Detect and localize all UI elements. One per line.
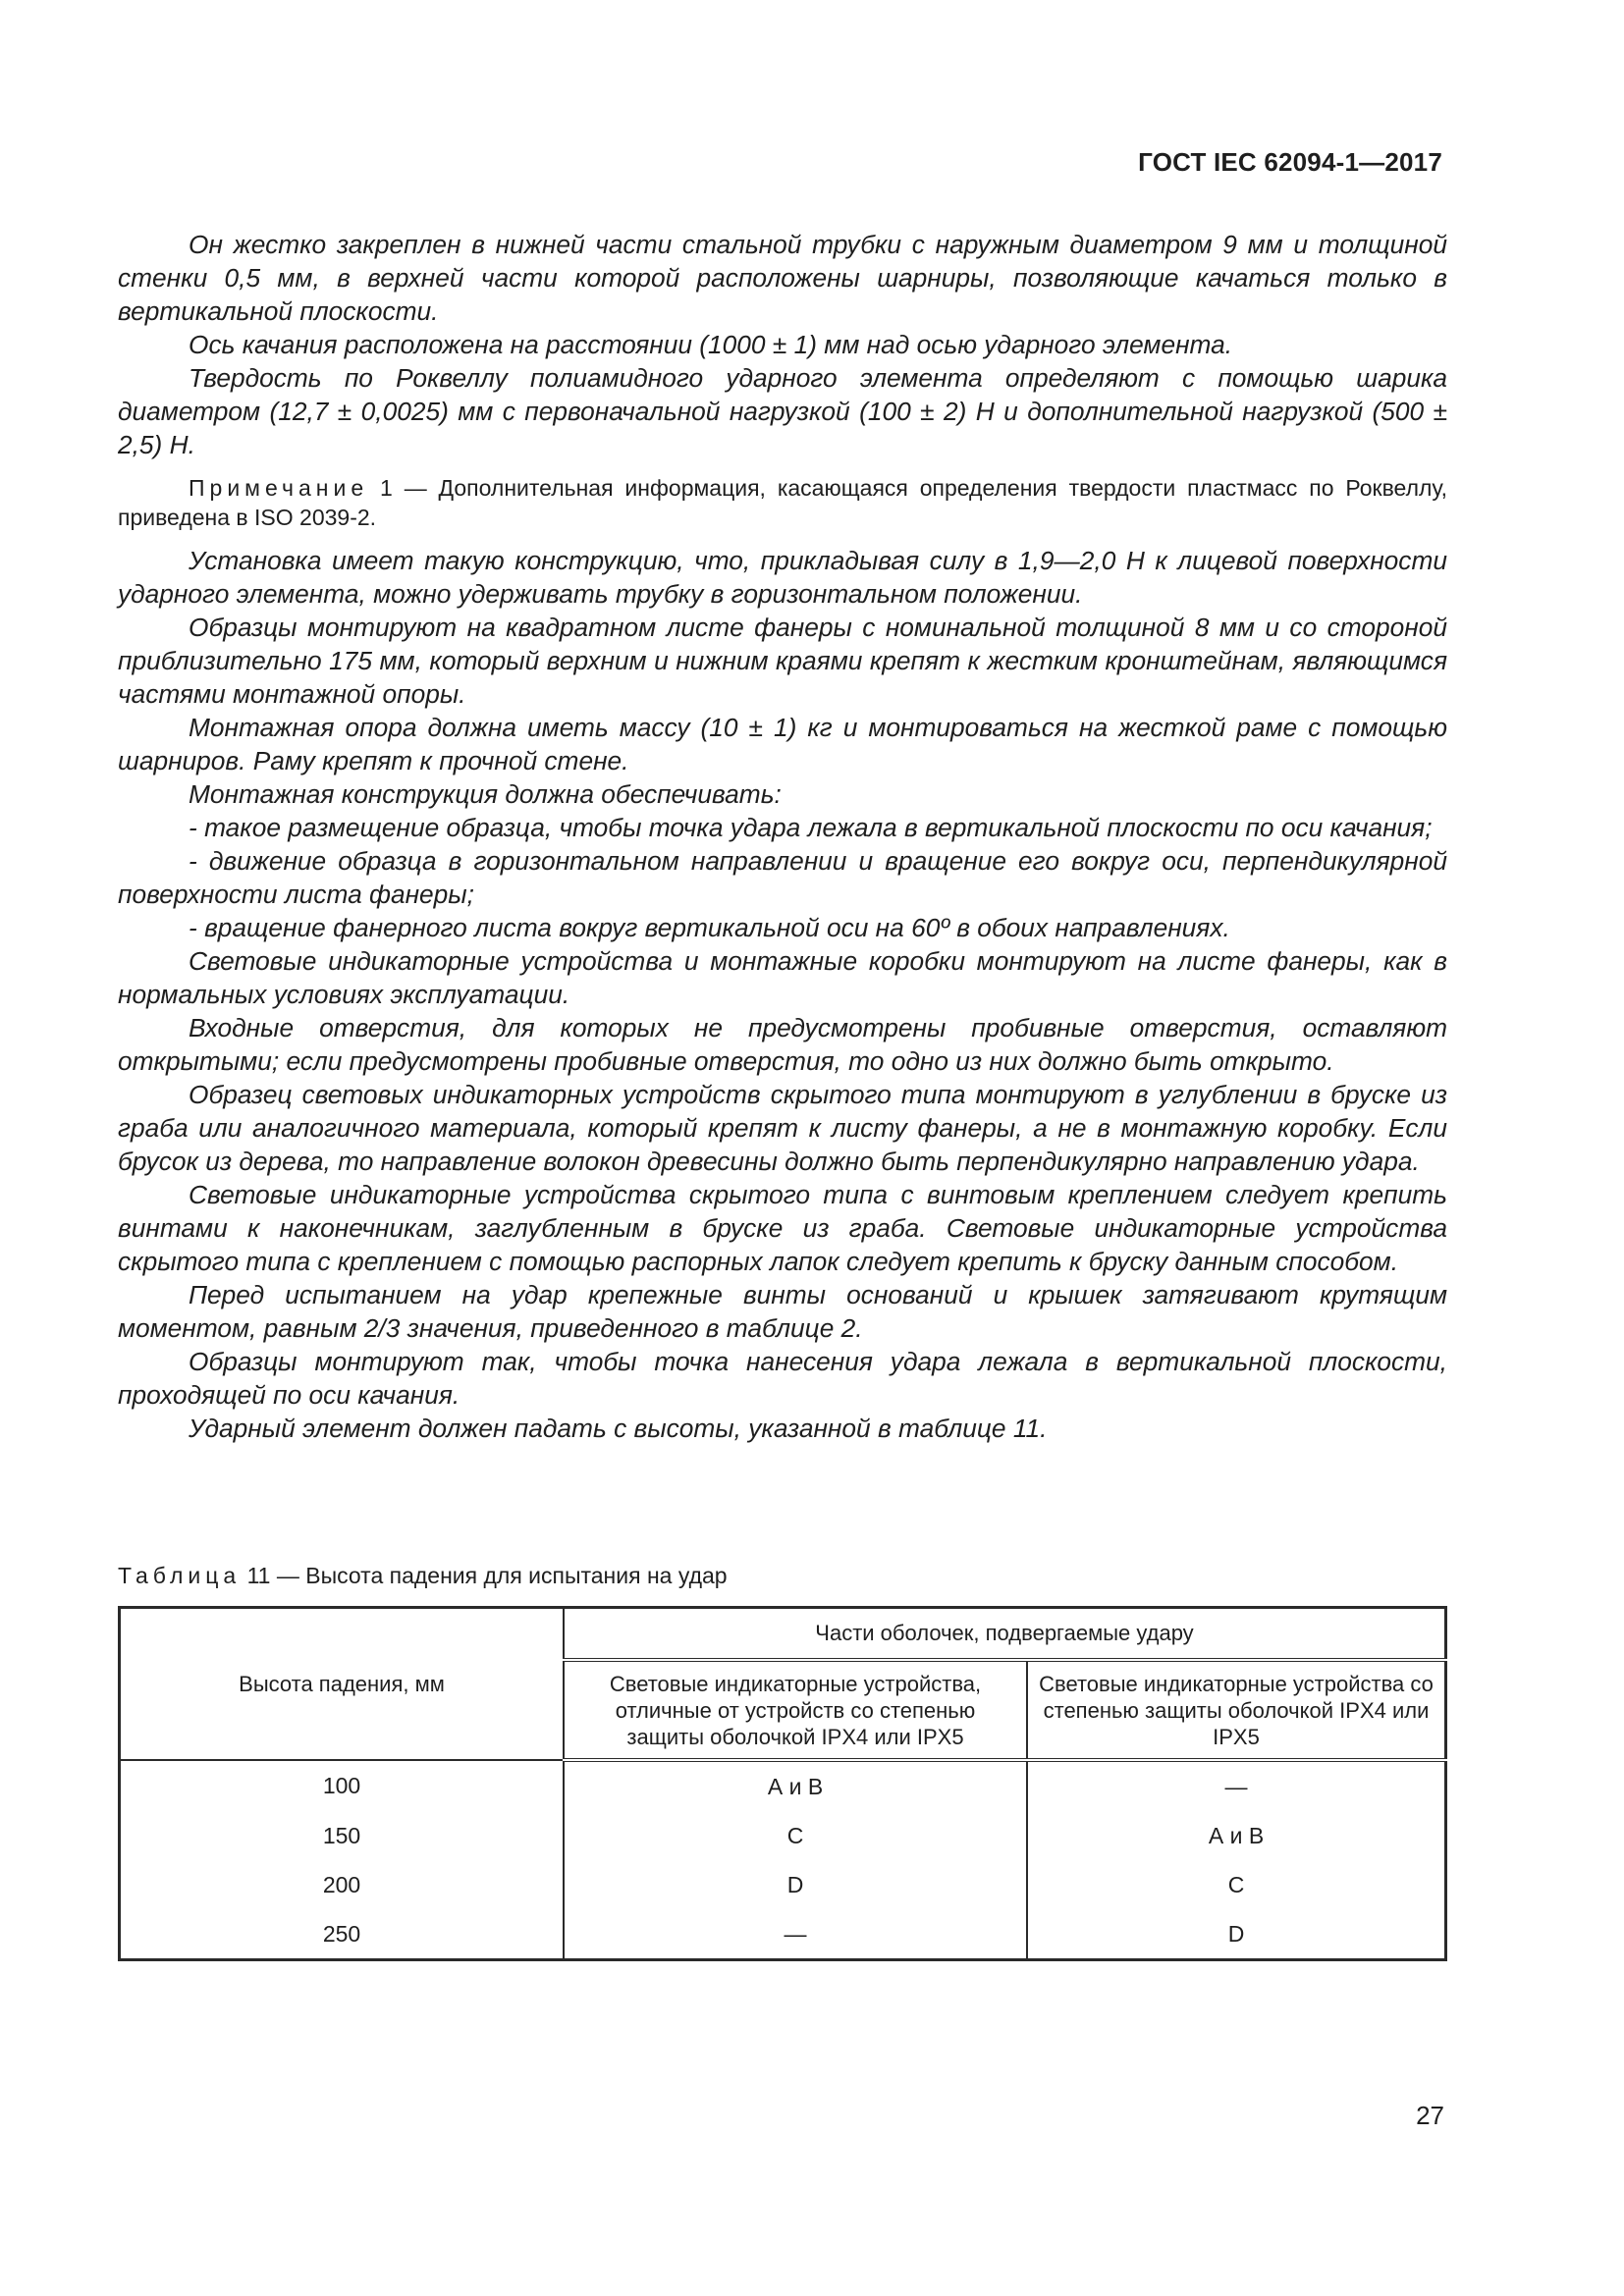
cell-value: С [1027,1860,1446,1909]
header-drop-height: Высота падения, мм [120,1608,565,1761]
cell-value: А и В [564,1760,1027,1811]
cell-value: С [564,1811,1027,1860]
cell-height: 100 [120,1760,565,1811]
header-enclosure-parts: Части оболочек, подвергаемые удару [564,1608,1446,1661]
cell-value: — [1027,1760,1446,1811]
cell-height: 250 [120,1909,565,1960]
cell-value: — [564,1909,1027,1960]
note-label: Примечание [189,475,369,501]
table-caption [118,1563,728,1589]
paragraph: Световые индикаторные устройства скрытого типа с винтовым креплением следует крепить винтами к наконечникам, заглубленным в бруске из граба. Световые индикаторные устройства скрытого типа с креплением с помощью распорных лапок следует крепить к бруску данным способом. [118,1180,1447,1276]
paragraph: Перед испытанием на удар крепежные винты оснований и крышек затягивают крутящим моментом, равным 2/3 значения, приведенного в таблице 2. [118,1280,1447,1343]
paragraph: Он жестко закреплен в нижней части стальной трубки с наружным диаметром 9 мм и толщиной стенки 0,5 мм, в верхней части которой расположены шарниры, позволяющие качаться только в вертикальной плоскости. [118,230,1447,326]
paragraph: Монтажная конструкция должна обеспечивать: [189,779,782,809]
paragraph: Образцы монтируют так, чтобы точка нанесения удара лежала в вертикальной плоскости, проходящей по оси качания. [118,1347,1447,1410]
paragraph: Образцы монтируют на квадратном листе фанеры с номинальной толщиной 8 мм и со стороной приблизительно 175 мм, который верхним и нижним краями крепят к жестким кронштейнам, являющимся частями монтажной опоры. [118,613,1447,709]
paragraph: Входные отверстия, для которых не предусмотрены пробивные отверстия, оставляют открытыми; если предусмотрены пробивные отверстия, то одно из них должно быть открыто. [118,1013,1447,1076]
body-text [118,228,1447,1445]
drop-height-table [118,1606,1447,1961]
cell-height: 150 [120,1811,565,1860]
paragraph: Образец световых индикаторных устройств скрытого типа монтируют в углублении в бруске из граба или аналогичного материала, который крепят к листу фанеры, а не в монтажную коробку. Если брусок из дерева, то направление волокон древесины должно быть перпендикулярно направлению удара. [118,1080,1447,1176]
paragraph: Ось качания расположена на расстоянии (1000 ± 1) мм над осью ударного элемента. [189,330,1233,359]
table-caption-number: 11 [246,1563,271,1588]
table-caption-label: Таблица [118,1563,242,1588]
table-caption-text: — Высота падения для испытания на удар [276,1563,728,1588]
cell-value: D [1027,1909,1446,1960]
paragraph: Световые индикаторные устройства и монтажные коробки монтируют на листе фанеры, как в нормальных условиях эксплуатации. [118,946,1447,1009]
list-item: - такое размещение образца, чтобы точка удара лежала в вертикальной плоскости по оси качания; [189,813,1433,842]
paragraph: Монтажная опора должна иметь массу (10 ± 1) кг и монтироваться на жесткой раме с помощью шарниров. Раму крепят к прочной стене. [118,713,1447,775]
paragraph: Ударный элемент должен падать с высоты, указанной в таблице 11. [189,1414,1048,1443]
table-row [120,1860,1446,1909]
cell-value: D [564,1860,1027,1909]
cell-value: А и В [1027,1811,1446,1860]
list-item: - вращение фанерного листа вокруг вертикальной оси на 60º в обоих направлениях. [189,913,1230,942]
note-number: 1 [380,475,393,501]
paragraph: Твердость по Роквеллу полиамидного ударного элемента определяют с помощью шарика диаметром (12,7 ± 0,0025) мм с первоначальной нагрузкой (100 ± 2) Н и дополнительной нагрузкой (500 ± 2,5) Н. [118,363,1447,459]
cell-height: 200 [120,1860,565,1909]
note-text: — Дополнительная информация, касающаяся определения твердости пластмасс по Роквеллу, приведена в ISO 2039-2. [118,475,1447,530]
table-row [120,1760,1446,1811]
document-code: ГОСТ IEC 62094-1—2017 [1138,147,1442,177]
note [118,473,1447,532]
paragraph: Установка имеет такую конструкцию, что, прикладывая силу в 1,9—2,0 Н к лицевой поверхности ударного элемента, можно удерживать трубку в горизонтальном положении. [118,546,1447,609]
list-item: - движение образца в горизонтальном направлении и вращение его вокруг оси, перпендикулярной поверхности листа фанеры; [118,846,1447,909]
header-devices-other: Световые индикаторные устройства, отличные от устройств со степенью защиты оболочкой IPX4 или IPX5 [564,1660,1027,1760]
page-number: 27 [1416,2101,1444,2130]
table-row [120,1811,1446,1860]
header-devices-ipx: Световые индикаторные устройства со степенью защиты оболочкой IPX4 или IPX5 [1027,1660,1446,1760]
table-row [120,1909,1446,1960]
